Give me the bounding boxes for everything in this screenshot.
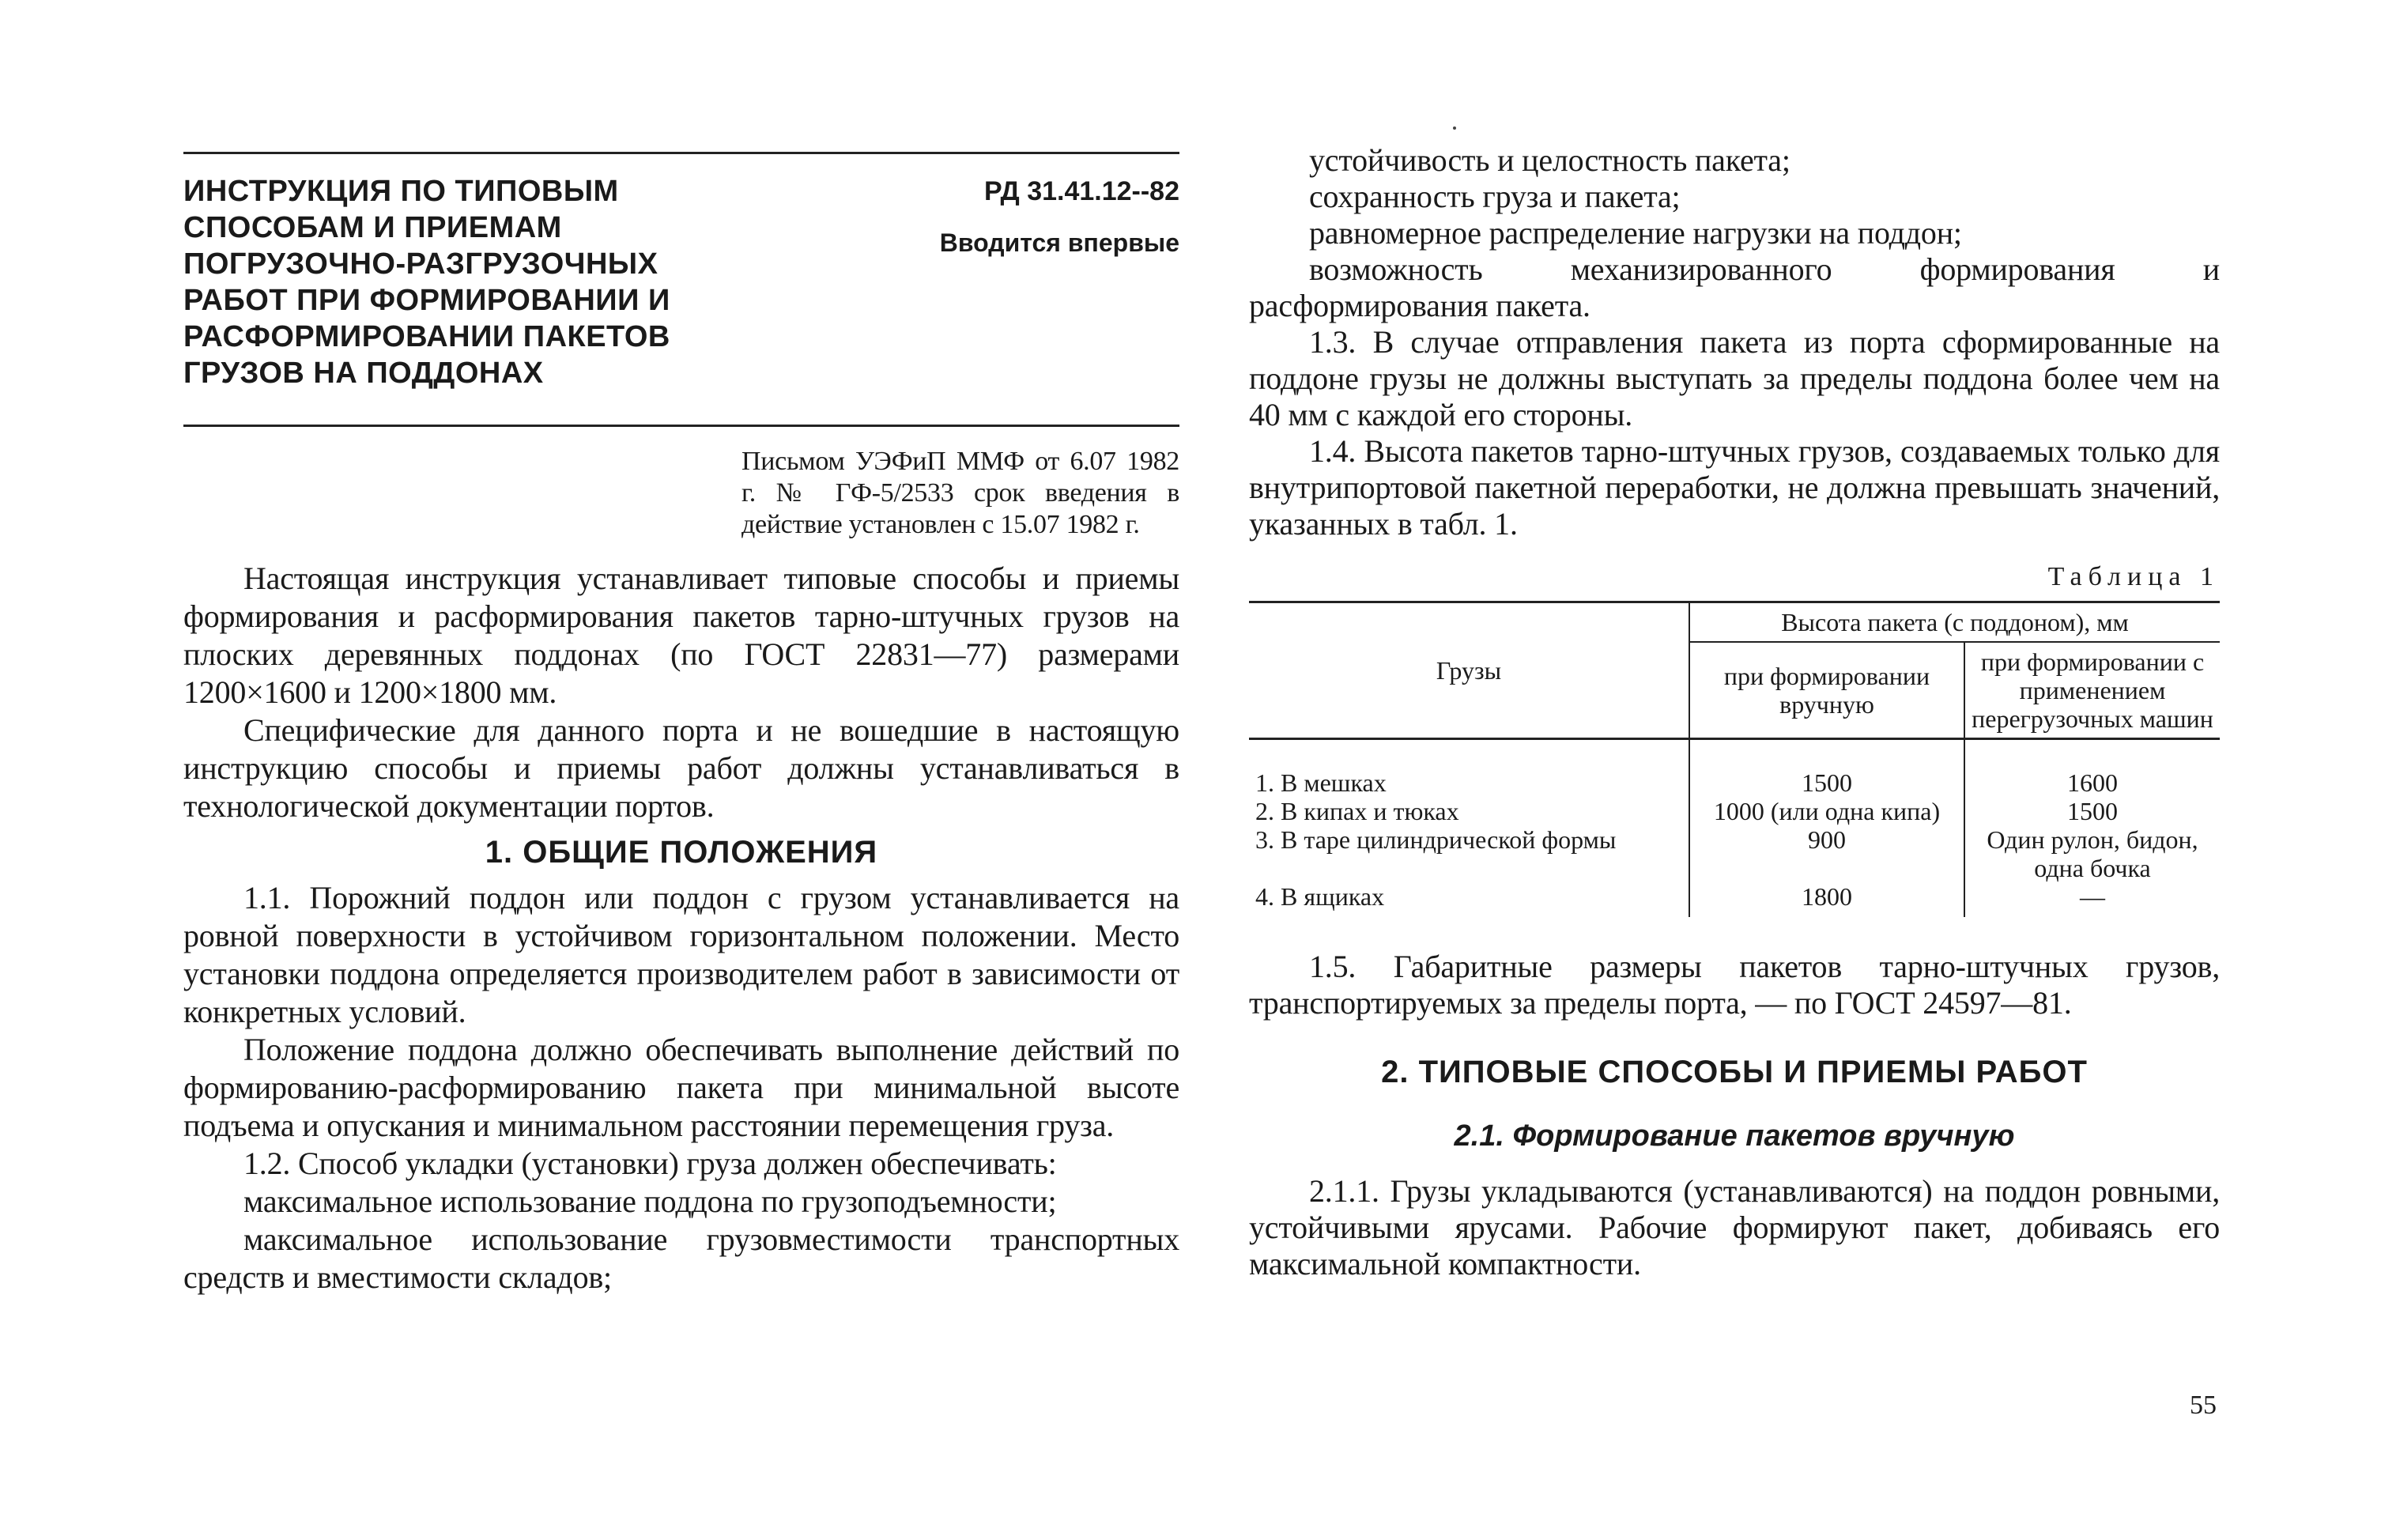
clause-1-2-item: максимальное использование грузовместимости транспортных средств и вместимости складов; bbox=[183, 1221, 1179, 1295]
subsection-2-1-heading: 2.1. Формирование пакетов вручную bbox=[1454, 1119, 2015, 1153]
table-1-caption: Таблица 1 bbox=[2047, 562, 2220, 591]
clause-2-1-1: 2.1.1. Грузы укладываются (устанавливаются) на поддон ровными, устойчивыми ярусами. Рабочие формируют пакет, добиваясь его максимальной компактности. bbox=[1249, 1173, 2220, 1281]
print-speck bbox=[1453, 126, 1456, 130]
clause-1-4: 1.4. Высота пакетов тарно-штучных грузов, создаваемых только для внутрипортовой пакетной переработки, не должна превышать значений, указанных в табл. 1. bbox=[1249, 433, 2220, 542]
table-cell-manual: 900 bbox=[1689, 825, 1964, 882]
section-2-heading: 2. ТИПОВЫЕ СПОСОБЫ И ПРИЕМЫ РАБОТ bbox=[1381, 1055, 2088, 1089]
header-top-rule bbox=[183, 152, 1179, 154]
table-1 bbox=[1249, 601, 2220, 917]
table-row bbox=[1249, 739, 2220, 798]
clause-1-1-continued: Положение поддона должно обеспечивать выполнение действий по формированию-расформированию пакета при минимальной высоте подъема и опускания и минимальном расстоянии перемещения груза. bbox=[183, 1032, 1179, 1143]
intro-paragraph-1: Настоящая инструкция устанавливает типовые способы и приемы формирования и расформирования пакетов тарно-штучных грузов на плоских деревянных поддонах (по ГОСТ 22831—77) размерами 1200×1600 и 1200×1800 мм. bbox=[183, 561, 1179, 710]
table-cell-machine: Один рулон, бидон, одна бочка bbox=[1964, 825, 2220, 882]
table-header-manual: при формировании вручную bbox=[1689, 642, 1964, 739]
clause-1-3: 1.3. В случае отправления пакета из порта сформированные на поддоне грузы не должны выступать за пределы поддона более чем на 40 мм с каждой его стороны. bbox=[1249, 324, 2220, 432]
clause-1-2: 1.2. Способ укладки (установки) груза должен обеспечивать: bbox=[243, 1146, 1057, 1181]
clause-1-2-item: устойчивость и целостность пакета; bbox=[1309, 142, 1790, 178]
table-cell-machine: 1600 bbox=[1964, 739, 2220, 798]
table-cell-manual: 1000 (или одна кипа) bbox=[1689, 797, 1964, 825]
clause-1-2-item: максимальное использование поддона по грузоподъемности; bbox=[243, 1183, 1057, 1219]
table-cell-manual: 1800 bbox=[1689, 882, 1964, 917]
table-cell-cargo: 4. В ящиках bbox=[1255, 882, 1385, 911]
clause-1-2-item: возможность механизированного формирования и расформирования пакета. bbox=[1249, 251, 2220, 323]
table-cell-machine: 1500 bbox=[1964, 797, 2220, 825]
table-cell-cargo: 2. В кипах и тюках bbox=[1255, 797, 1459, 825]
enactment-note: Письмом УЭФиП ММФ от 6.07 1982 г. № ГФ-5/2533 срок введения в действие установлен с 15.07 1982 г. bbox=[741, 447, 1179, 539]
clause-1-2-item: равномерное распределение нагрузки на поддон; bbox=[1309, 215, 1962, 251]
intro-paragraph-2: Специфические для данного порта и не вошедшие в настоящую инструкцию способы и приемы работ должны устанавливаться в технологической документации портов. bbox=[183, 712, 1179, 824]
clause-1-2-item: сохранность груза и пакета; bbox=[1309, 179, 1681, 214]
table-header-height-group: Высота пакета (с поддоном), мм bbox=[1689, 602, 2220, 643]
table-header-cargo: Грузы bbox=[1249, 602, 1689, 739]
clause-1-1: 1.1. Порожний поддон или поддон с грузом устанавливается на ровной поверхности в устойчивом горизонтальном положении. Место установки поддона определяется производителем работ в зависимости от конкретных условий. bbox=[183, 880, 1179, 1029]
clause-1-5: 1.5. Габаритные размеры пакетов тарно-штучных грузов, транспортируемых за пределы порта, — по ГОСТ 24597—81. bbox=[1249, 949, 2220, 1021]
document-status: Вводится впервые bbox=[939, 228, 1179, 257]
section-1-heading: 1. ОБЩИЕ ПОЛОЖЕНИЯ bbox=[485, 835, 878, 870]
table-cell-cargo: 3. В таре цилиндрической формы bbox=[1255, 825, 1617, 854]
header-bottom-rule bbox=[183, 425, 1179, 427]
table-header-machine: при формировании с применением перегрузочных машин bbox=[1964, 642, 2220, 739]
table-row bbox=[1249, 882, 2220, 917]
table-cell-cargo: 1. В мешках bbox=[1255, 768, 1387, 797]
page-number: 55 bbox=[2190, 1391, 2217, 1420]
right-column bbox=[1249, 142, 2220, 1282]
document-title: ИНСТРУКЦИЯ ПО ТИПОВЫМ СПОСОБАМ И ПРИЕМАМ ПОГРУЗОЧНО-РАЗГРУЗОЧНЫХ РАБОТ ПРИ ФОРМИРОВАНИИ И РАСФОРМИРОВАНИИ ПАКЕТОВ ГРУЗОВ НА ПОДДОНАХ bbox=[183, 175, 670, 390]
left-column bbox=[183, 152, 1179, 1297]
document-header bbox=[183, 173, 1179, 425]
table-cell-machine: — bbox=[1964, 882, 2220, 917]
table-row bbox=[1249, 825, 2220, 882]
document-code: РД 31.41.12--82 bbox=[983, 176, 1179, 206]
table-cell-manual: 1500 bbox=[1689, 739, 1964, 798]
table-row bbox=[1249, 797, 2220, 825]
